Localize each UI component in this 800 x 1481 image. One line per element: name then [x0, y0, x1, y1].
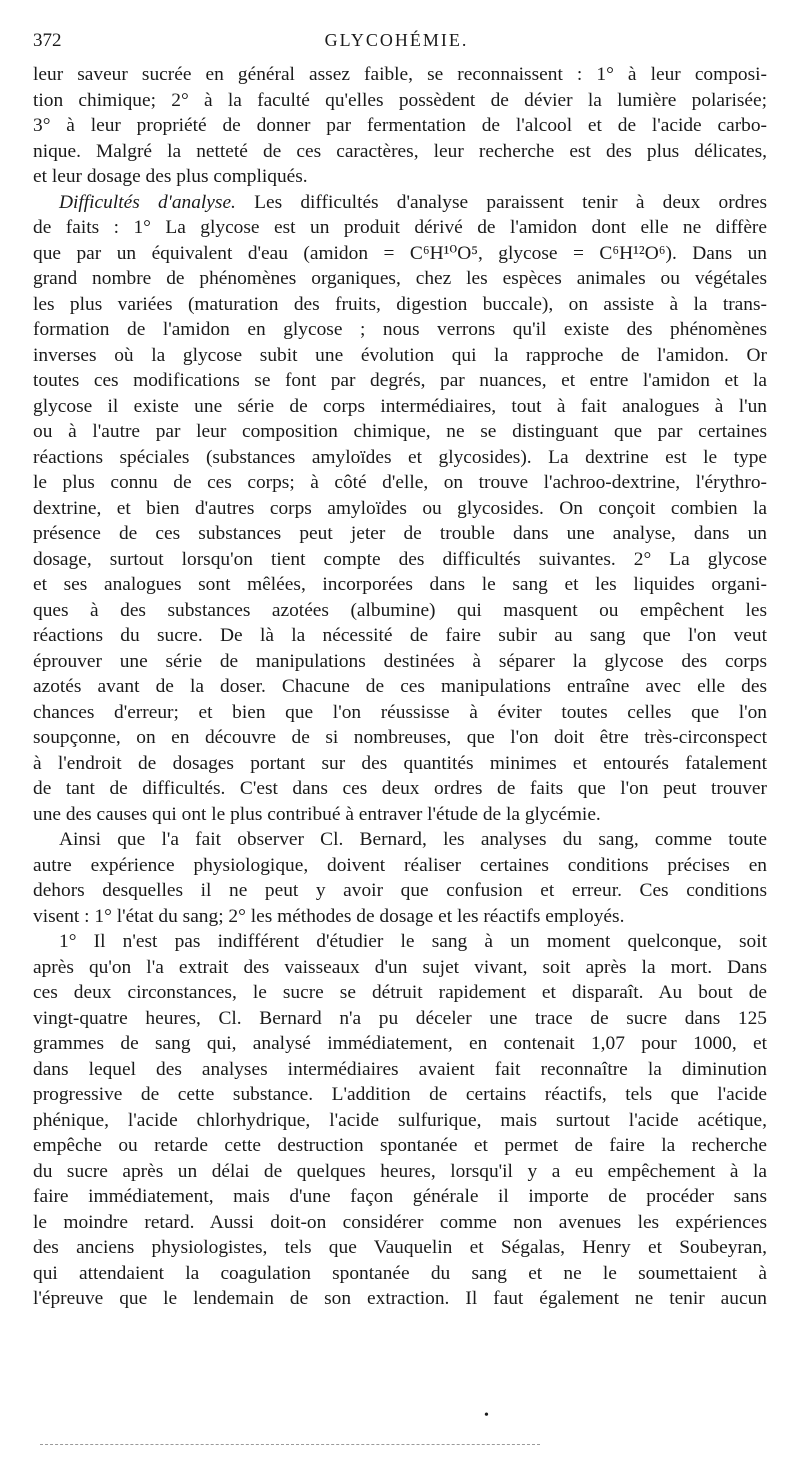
text-line	[33, 190, 767, 216]
text-line: 3° à leur propriété de donner par fermentation de l'alcool et de l'acide carbo-	[33, 115, 767, 136]
text-line: empêche ou retarde cette destruction spontanée et permet de faire la recherche	[33, 1135, 767, 1156]
page-number: 372	[33, 30, 62, 51]
text-line: nique. Malgré la netteté de ces caractères, leur recherche est des plus délicates,	[33, 140, 767, 162]
text-line: et ses analogues sont mêlées, incorporées dans le sang et les liquides organi-	[33, 574, 767, 595]
page-header	[33, 30, 760, 54]
text-line: ces deux circonstances, le sucre se détruit rapidement et disparaît. Au bout de	[33, 982, 767, 1003]
text-line: le plus connu de ces corps; à côté d'elle, on trouve l'achroo-dextrine, l'érythro-	[33, 472, 767, 493]
text-line: grand nombre de phénomènes organiques, chez les espèces animales ou végétales	[33, 268, 767, 289]
text-line: de faits : 1° La glycose est un produit dérivé de l'amidon dont elle ne diffère	[33, 217, 767, 238]
section-heading: Difficultés d'analyse.	[59, 191, 236, 213]
text-line: 1° Il n'est pas indifférent d'étudier le sang à un moment quelconque, soit	[59, 931, 767, 952]
text-line: une des causes qui ont le plus contribué à entraver l'étude de la glycémie.	[33, 803, 601, 825]
text-line: réactions du sucre. De là la nécessité de faire subir au sang que l'on veut	[33, 625, 767, 646]
text-line: grammes de sang qui, analysé immédiatement, en contenait 1,07 pour 1000, et	[33, 1033, 767, 1054]
body-text	[33, 62, 767, 1312]
text-line: des anciens physiologistes, tels que Vauquelin et Ségalas, Henry et Soubeyran,	[33, 1237, 767, 1258]
text-line: à l'endroit de dosages portant sur des quantités minimes et entourés fatalement	[33, 752, 767, 774]
text-line: inverses où la glycose subit une évolution qui la rapproche de l'amidon. Or	[33, 344, 767, 366]
text-line: dosage, surtout lorsqu'on tient compte des difficultés suivantes. 2° La glycose	[33, 548, 767, 570]
footer-rule	[40, 1444, 540, 1445]
text-line: éprouver une série de manipulations destinées à séparer la glycose des corps	[33, 650, 767, 672]
text-line: et leur dosage des plus compliqués.	[33, 166, 308, 187]
text-line: présence de ces substances peut jeter de trouble dans une analyse, dans un	[33, 523, 767, 544]
text-line: l'épreuve que le lendemain de son extraction. Il faut également ne tenir aucun	[33, 1288, 767, 1309]
text-line: formation de l'amidon en glycose ; nous verrons qu'il existe des phénomènes	[33, 319, 767, 340]
text-line: après qu'on l'a extrait des vaisseaux d'un sujet vivant, soit après la mort. Dans	[33, 956, 767, 978]
text-line: tion chimique; 2° à la faculté qu'elles possèdent de dévier la lumière polarisée;	[33, 89, 767, 111]
text-run: Les difficultés d'analyse paraissent tenir à deux ordres	[254, 191, 767, 213]
running-title: GLYCOHÉMIE.	[324, 30, 469, 50]
text-line: qui attendaient la coagulation spontanée du sang et ne le soumettaient à	[33, 1262, 767, 1284]
text-line: leur saveur sucrée en général assez faible, se reconnaissent : 1° à leur composi-	[33, 64, 767, 85]
text-line: autre expérience physiologique, doivent réaliser certaines conditions précises en	[33, 854, 767, 876]
text-line: vingt-quatre heures, Cl. Bernard n'a pu déceler une trace de sucre dans 125	[33, 1007, 767, 1029]
text-line: Ainsi que l'a fait observer Cl. Bernard, les analyses du sang, comme toute	[59, 829, 767, 850]
text-line: glycose il existe une série de corps intermédiaires, tout à fait analogues à l'un	[33, 395, 767, 417]
text-line: soupçonne, on en découvre de si nombreuses, que l'on doit être très-circonspect	[33, 727, 767, 748]
text-line: azotés avant de la doser. Chacune de ces manipulations entraîne avec elle des	[33, 676, 767, 697]
text-line: visent : 1° l'état du sang; 2° les méthodes de dosage et les réactifs employés.	[33, 905, 625, 927]
text-line: de tant de difficultés. C'est dans ces deux ordres de faits que l'on peut trouver	[33, 778, 767, 799]
text-line: ou à l'autre par leur composition chimique, ne se distinguant que par certaines	[33, 421, 767, 442]
text-line: dans lequel des analyses intermédiaires avaient fait reconnaître la diminution	[33, 1058, 767, 1080]
text-line: progressive de cette substance. L'addition de certains réactifs, tels que l'acide	[33, 1084, 767, 1105]
text-line: ques à des substances azotées (albumine) qui masquent ou empêchent les	[33, 599, 767, 621]
text-line: faire immédiatement, mais d'une façon générale il importe de procéder sans	[33, 1186, 767, 1207]
text-line: dextrine, et bien d'autres corps amyloïdes ou glycosides. On conçoit combien la	[33, 497, 767, 519]
text-line: du sucre après un délai de quelques heures, lorsqu'il y a eu empêchement à la	[33, 1160, 767, 1182]
text-line: phénique, l'acide chlorhydrique, l'acide sulfurique, mais surtout l'acide acétique,	[33, 1109, 767, 1131]
footer-mark: •	[484, 1408, 489, 1423]
text-line: toutes ces modifications se font par degrés, par nuances, et entre l'amidon et la	[33, 370, 767, 391]
text-line: réactions spéciales (substances amyloïdes et glycosides). La dextrine est le type	[33, 446, 767, 468]
text-line: chances d'erreur; et bien que l'on réussisse à éviter toutes celles que l'on	[33, 701, 767, 723]
text-line: les plus variées (maturation des fruits, digestion buccale), on assiste à la trans-	[33, 293, 767, 315]
text-line: dehors desquelles il ne peut y avoir que confusion et erreur. Ces conditions	[33, 880, 767, 901]
text-line: le moindre retard. Aussi doit-on considérer comme non avenues les expériences	[33, 1211, 767, 1233]
text-line: que par un équivalent d'eau (amidon = C⁶H¹⁰O⁵, glycose = C⁶H¹²O⁶). Dans un	[33, 242, 767, 264]
